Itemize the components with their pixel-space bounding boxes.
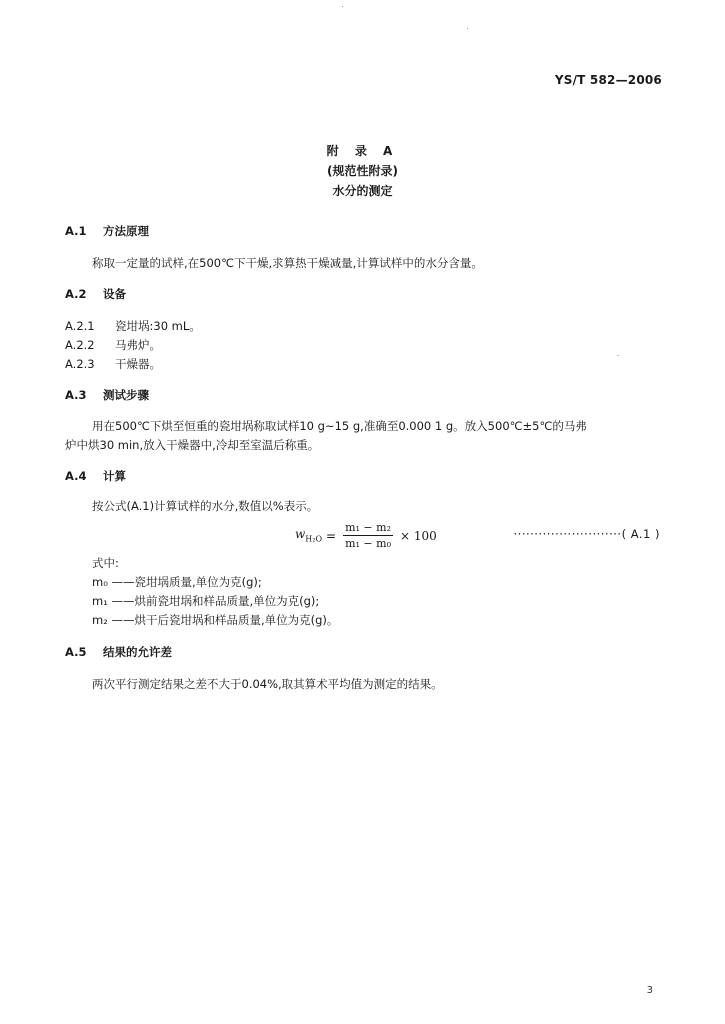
section-number: A.2 (65, 287, 87, 301)
section-number: A.5 (65, 645, 87, 659)
item-number: A.2.3 (65, 357, 95, 371)
formula-lhs: $w_{H_2O}$ (295, 527, 323, 544)
appendix-title: 附 录 A (326, 144, 399, 158)
section-number: A.3 (65, 388, 87, 402)
section-title: 测试步骤 (103, 388, 149, 402)
equation-number: ··························( A.1 ) (513, 527, 660, 541)
section-a5-text: 两次平行测定结果之差不大于0.04%,取其算术平均值为测定的结果。 (92, 677, 443, 691)
item-text: 瓷坩埚:30 mL。 (115, 319, 201, 333)
appendix-type: (规范性附录) (327, 164, 398, 178)
formula-multiplier: × 100 (399, 528, 437, 543)
section-title: 设备 (103, 287, 126, 301)
section-a3-line2: 炉中烘30 min,放入干燥器中,冷却至室温后称重。 (65, 438, 320, 452)
formula-denominator: m₁ − m₀ (345, 537, 391, 550)
equipment-item (65, 318, 201, 334)
standard-number: YS/T 582—2006 (554, 73, 662, 87)
equipment-item (65, 337, 161, 353)
section-title: 结果的允许差 (103, 645, 172, 659)
item-text: 干燥器。 (115, 357, 161, 371)
section-number: A.1 (65, 224, 87, 238)
scan-speck (467, 28, 468, 29)
section-heading-a1 (65, 223, 149, 239)
section-a1-text: 称取一定量的试样,在500℃下干燥,求算热干燥减量,计算试样中的水分含量。 (92, 256, 483, 270)
formula-fraction (343, 521, 393, 550)
where-label: 式中: (92, 556, 119, 570)
section-a3-line1: 用在500℃下烘至恒重的瓷坩埚称取试样10 g~15 g,准确至0.000 1 g。放入500℃±5℃的马弗 (92, 419, 587, 433)
item-number: A.2.2 (65, 338, 95, 352)
equipment-item (65, 356, 161, 372)
variable-definition: m₂ ——烘干后瓷坩埚和样品质量,单位为克(g)。 (92, 613, 339, 627)
scan-speck (342, 6, 343, 7)
section-title: 方法原理 (103, 224, 149, 238)
formula-equals: = (326, 528, 337, 543)
page-number: 3 (646, 985, 653, 996)
item-text: 马弗炉。 (115, 338, 161, 352)
formula-numerator: m₁ − m₂ (345, 521, 391, 534)
variable-definition: m₁ ——烘前瓷坩埚和样品质量,单位为克(g); (92, 594, 320, 608)
section-heading-a5 (65, 644, 172, 660)
section-number: A.4 (65, 469, 87, 483)
variable-definition: m₀ ——瓷坩埚质量,单位为克(g); (92, 575, 262, 589)
section-title: 计算 (103, 469, 126, 483)
section-heading-a4 (65, 468, 126, 484)
section-heading-a3 (65, 387, 149, 403)
section-a4-intro: 按公式(A.1)计算试样的水分,数值以%表示。 (92, 499, 319, 513)
item-number: A.2.1 (65, 319, 95, 333)
scan-speck (617, 355, 619, 356)
section-heading-a2 (65, 286, 126, 302)
appendix-subject: 水分的测定 (332, 184, 393, 198)
formula-a1 (295, 521, 437, 550)
